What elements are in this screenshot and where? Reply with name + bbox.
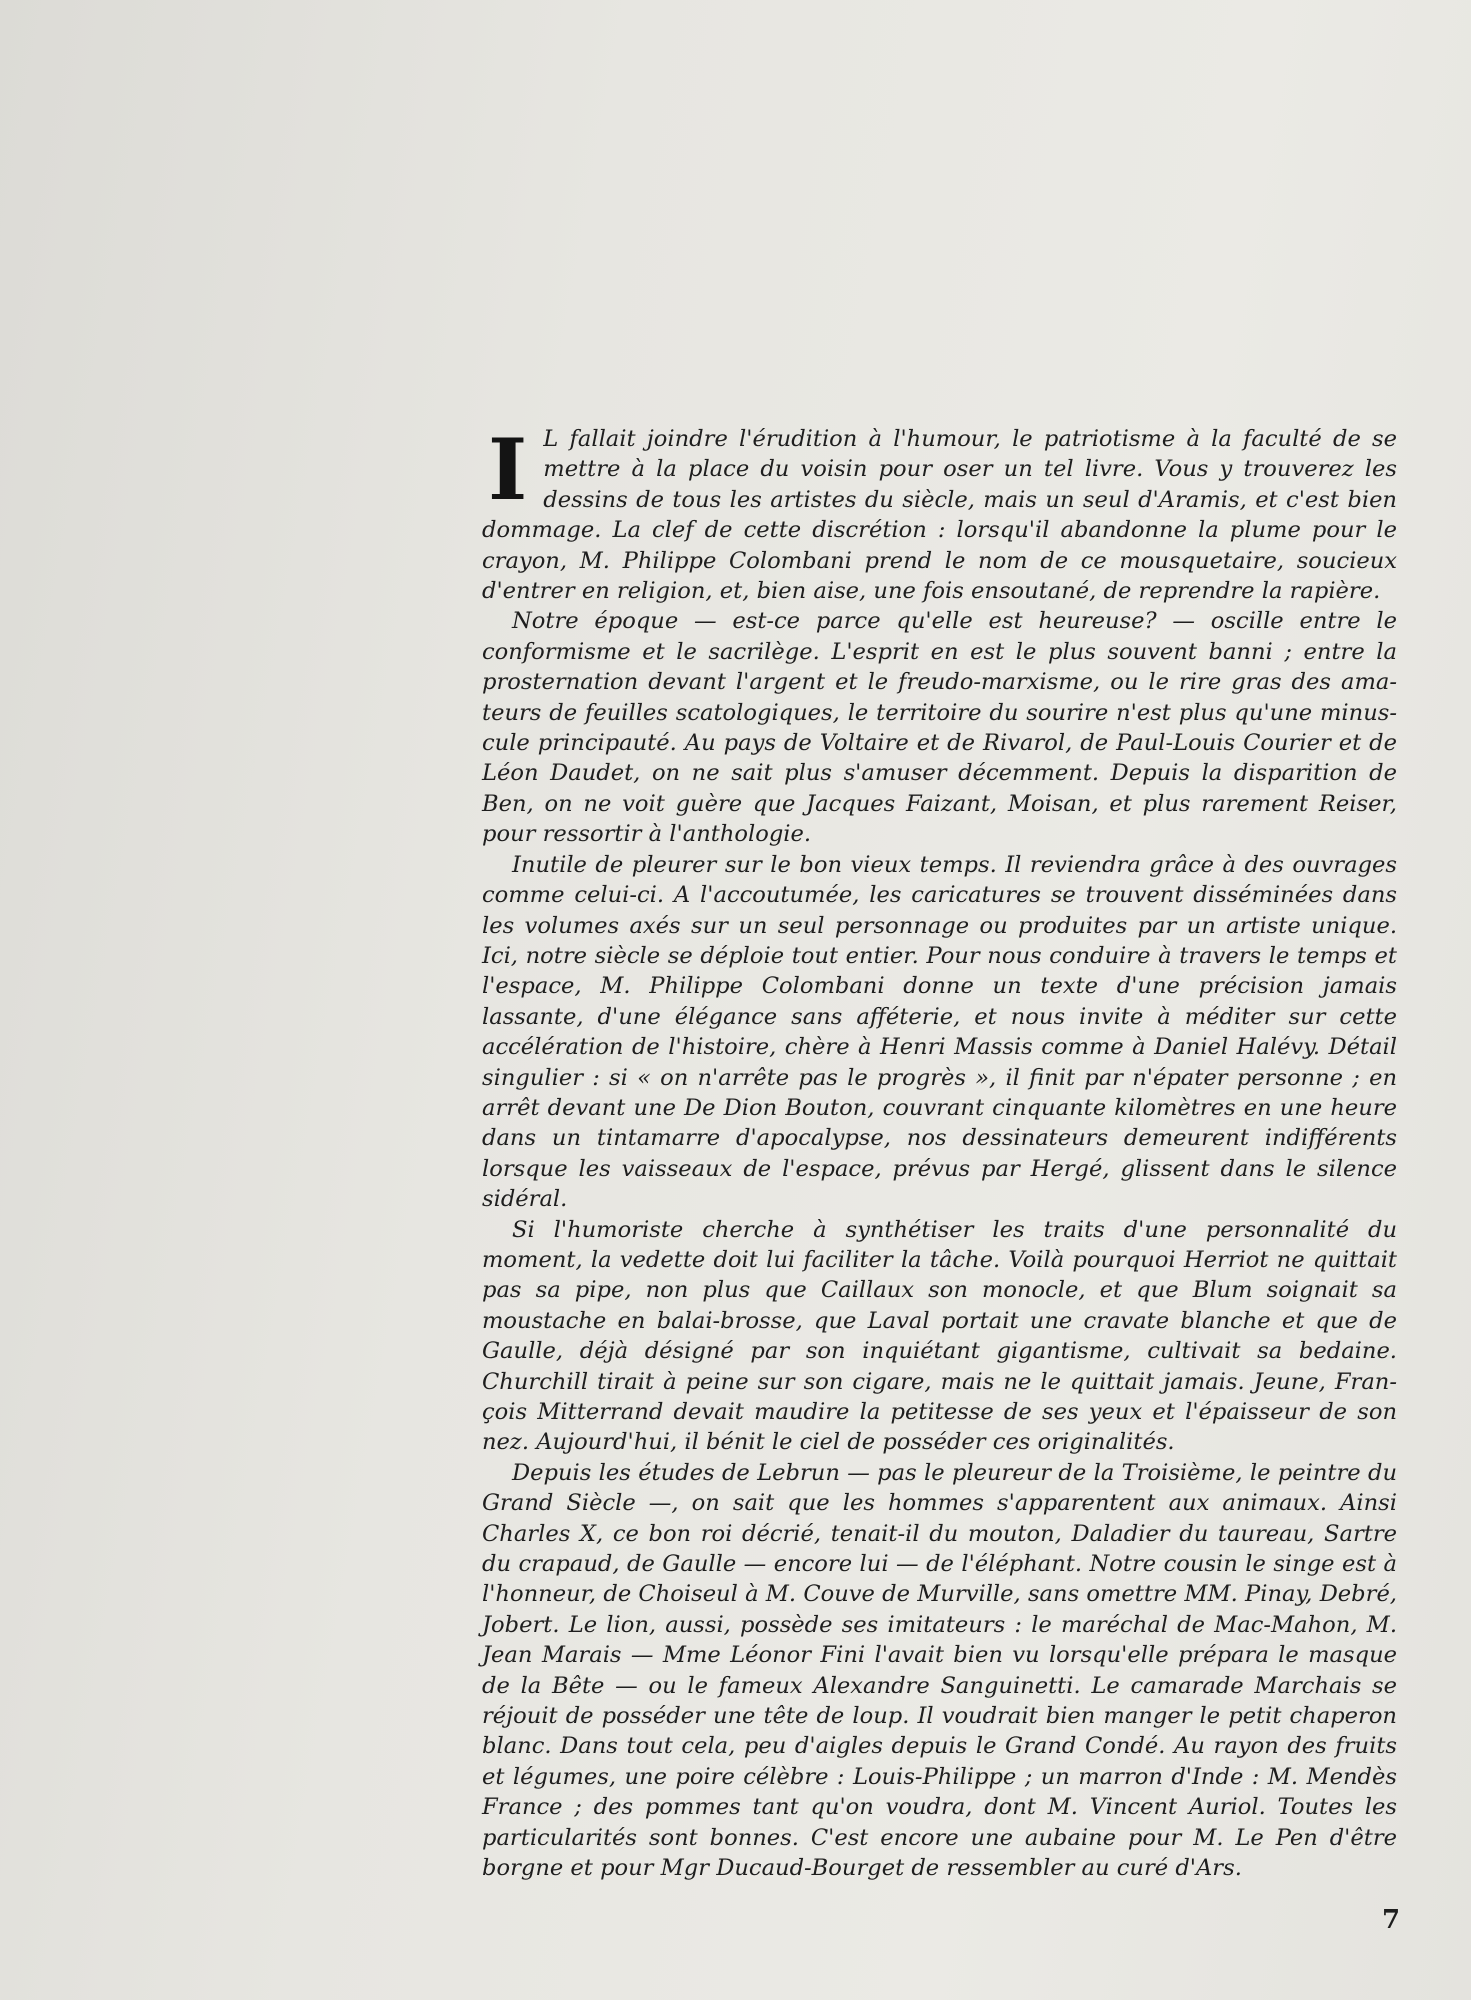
paragraph-5: Depuis les études de Lebrun — pas le pleureur de la Troisième, le peintre du Grand Siècle —, on sait que les hommes s'apparentent aux animaux. Ainsi Charles X, ce bon roi décrié, tenait-il du mouton, Daladier du taureau, Sartre du crapaud, de Gaulle — encore lui — de l'éléphant. Notre cousin le singe est à l'honneur, de Choiseul à M. Couve de Murville, sans omettre MM. Pinay, Debré, Jobert. Le lion, aussi, possède ses imitateurs : le maréchal de Mac-Mahon, M. Jean Marais — Mme Léonor Fini l'avait bien vu lorsqu'elle prépara le masque de la Bête — ou le fameux Alexandre Sanguinetti. Le camarade Marchais se réjouit de posséder une tête de loup. Il voudrait bien manger le petit chaperon blanc. Dans tout cela, peu d'aigles depuis le Grand Condé. Au rayon des fruits et légumes, une poire célèbre : Louis-Philippe ; un marron d'Inde : M. Mendès France ; des pommes tant qu'on voudra, dont M. Vincent Auriol. Toutes les particularités sont bonnes. C'est encore une aubaine pour M. Le Pen d'être borgne et pour Mgr Ducaud-Bourget de ressembler au curé d'Ars. [482, 1459, 1397, 1882]
article-body [482, 420, 1397, 1884]
paragraph-4: Si l'humoriste cherche à synthétiser les traits d'une personnalité du moment, la vedette doit lui faciliter la tâche. Voilà pourquoi Herriot ne quittait pas sa pipe, non plus que Caillaux son monocle, et que Blum soignait sa moustache en balai-brosse, que Laval portait une cravate blanche et que de Gaulle, déjà désigné par son inquiétant gigantisme, cultivait sa bedaine. Churchill tirait à peine sur son cigare, mais ne le quittait jamais. Jeune, François Mitterrand devait maudire la petitesse de ses yeux et l'épaisseur de son nez. Aujourd'hui, il bénit le ciel de posséder ces originalités. [482, 1216, 1397, 1456]
paragraph-3: Inutile de pleurer sur le bon vieux temps. Il reviendra grâce à des ouvrages comme celui-ci. A l'accoutumée, les caricatures se trouvent disséminées dans les volumes axés sur un seul personnage ou produites par un artiste unique. Ici, notre siècle se déploie tout entier. Pour nous conduire à travers le temps et l'espace, M. Philippe Colombani donne un texte d'une précision jamais lassante, d'une élégance sans afféterie, et nous invite à méditer sur cette accélération de l'histoire, chère à Henri Massis comme à Daniel Halévy. Détail singulier : si « on n'arrête pas le progrès », il finit par n'épater personne ; en arrêt devant une De Dion Bouton, couvrant cinquante kilomètres en une heure dans un tintamarre d'apocalypse, nos dessinateurs demeurent indifférents lorsque les vaisseaux de l'espace, prévus par Hergé, glissent dans le silence sidéral. [482, 851, 1397, 1213]
page-number: 7 [1382, 1905, 1401, 1935]
paragraph-2: Notre époque — est-ce parce qu'elle est heureuse? — oscille entre le conformisme et le sacrilège. L'esprit en est le plus souvent banni ; entre la prosternation devant l'argent et le freudo-marxisme, ou le rire gras des amateurs de feuilles scatologiques, le territoire du sourire n'est plus qu'une minuscule principauté. Au pays de Voltaire et de Rivarol, de Paul-Louis Courier et de Léon Daudet, on ne sait plus s'amuser décemment. Depuis la disparition de Ben, on ne voit guère que Jacques Faizant, Moisan, et plus rarement Reiser, pour ressortir à l'anthologie. [482, 608, 1397, 848]
paragraph-1 [482, 420, 1397, 606]
paragraph-1-text: L fallait joindre l'érudition à l'humour, le patriotisme à la faculté de se mettre à la place du voisin pour oser un tel livre. Vous y trouverez les dessins de tous les artistes du siècle, mais un seul d'Aramis, et c'est bien dommage. La clef de cette discrétion : lorsqu'il abandonne la plume pour le crayon, M. Philippe Colombani prend le nom de ce mousquetaire, soucieux d'entrer en religion, et, bien aise, une fois ensoutané, de reprendre la rapière. [482, 426, 1397, 605]
drop-cap: I [488, 420, 528, 519]
